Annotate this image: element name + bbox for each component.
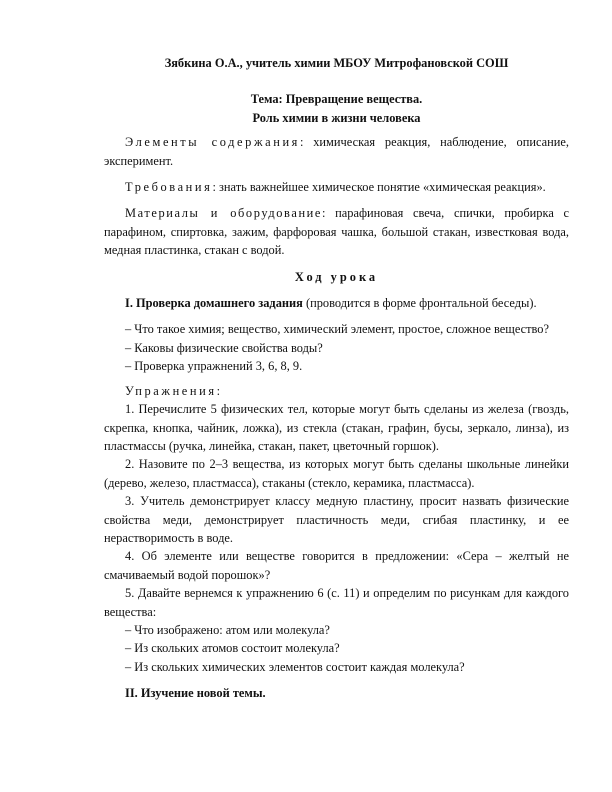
topic-line-2: Роль химии в жизни человека — [252, 110, 421, 125]
lesson-title: Ход урока — [294, 269, 379, 284]
elements-paragraph — [104, 133, 569, 170]
exercise-item: 5. Давайте вернемся к упражнению 6 (с. 11) и определим по рисункам для каждого вещества: — [104, 586, 569, 619]
exercise-item: 4. Об элементе или веществе говорится в предложении: «Сера – желтый не смачиваемый водой порошок»? — [104, 549, 569, 582]
requirements-paragraph — [104, 178, 569, 196]
requirements-text: : знать важнейшее химическое понятие «химическая реакция». — [212, 180, 546, 195]
section1-heading — [104, 294, 569, 312]
topic-line-1: Тема: Превращение вещества. — [250, 92, 423, 107]
exercises-colon: : — [216, 383, 221, 398]
subquestion-item: – Из скольких химических элементов состоит каждая молекула? — [125, 659, 465, 674]
exercises-label: Упражнения — [125, 383, 217, 398]
requirements-label: Требования — [125, 180, 213, 195]
exercises-heading — [104, 382, 569, 400]
exercise-item: 3. Учитель демонстрирует классу медную пластину, просит назвать физические свойства меди, демонстрирует пластичность меди, сгибая пластинку, и ее нерастворимость в воде. — [104, 494, 569, 545]
section1-note: (проводится в форме фронтальной беседы). — [302, 296, 537, 311]
exercise-item: 2. Назовите по 2–3 вещества, из которых могут быть сделаны школьные линейки (дерево, железо, пластмасса), стаканы (стекло, керамика, пластмасса). — [104, 457, 569, 490]
exercise-item: 1. Перечислите 5 физических тел, которые могут быть сделаны из железа (гвоздь, скрепка, кнопка, чайник, ложка), из стекла (стакан, графин, бусы, зеркало, линза), из пластмассы (ручка, линейка, стакан, пакет, цветочный горшок). — [104, 402, 569, 453]
materials-paragraph — [104, 204, 569, 259]
section1-title: I. Проверка домашнего задания — [125, 296, 303, 311]
document-page — [104, 54, 569, 703]
elements-label: Элементы содержания — [125, 135, 300, 150]
author-line: Зябкина О.А., учитель химии МБОУ Митрофановской СОШ — [164, 56, 509, 70]
subquestion-item: – Из скольких атомов состоит молекула? — [125, 641, 340, 656]
elements-text: : химическая реакция, наблюдение, описание, эксперимент. — [104, 135, 569, 168]
question-item: – Что такое химия; вещество, химический элемент, простое, сложное вещество? — [125, 322, 549, 337]
subquestion-item: – Что изображено: атом или молекула? — [125, 622, 330, 637]
question-item: – Проверка упражнений 3, 6, 8, 9. — [125, 359, 303, 374]
materials-label: Материалы и оборудование — [125, 206, 323, 221]
materials-text: : парафиновая свеча, спички, пробирка с парафином, спиртовка, зажим, фарфоровая чашка, большой стакан, известковая вода, медная пластинка, стакан с водой. — [104, 206, 569, 258]
question-item: – Каковы физические свойства воды? — [125, 340, 323, 355]
section2-title: II. Изучение новой темы. — [125, 686, 266, 701]
